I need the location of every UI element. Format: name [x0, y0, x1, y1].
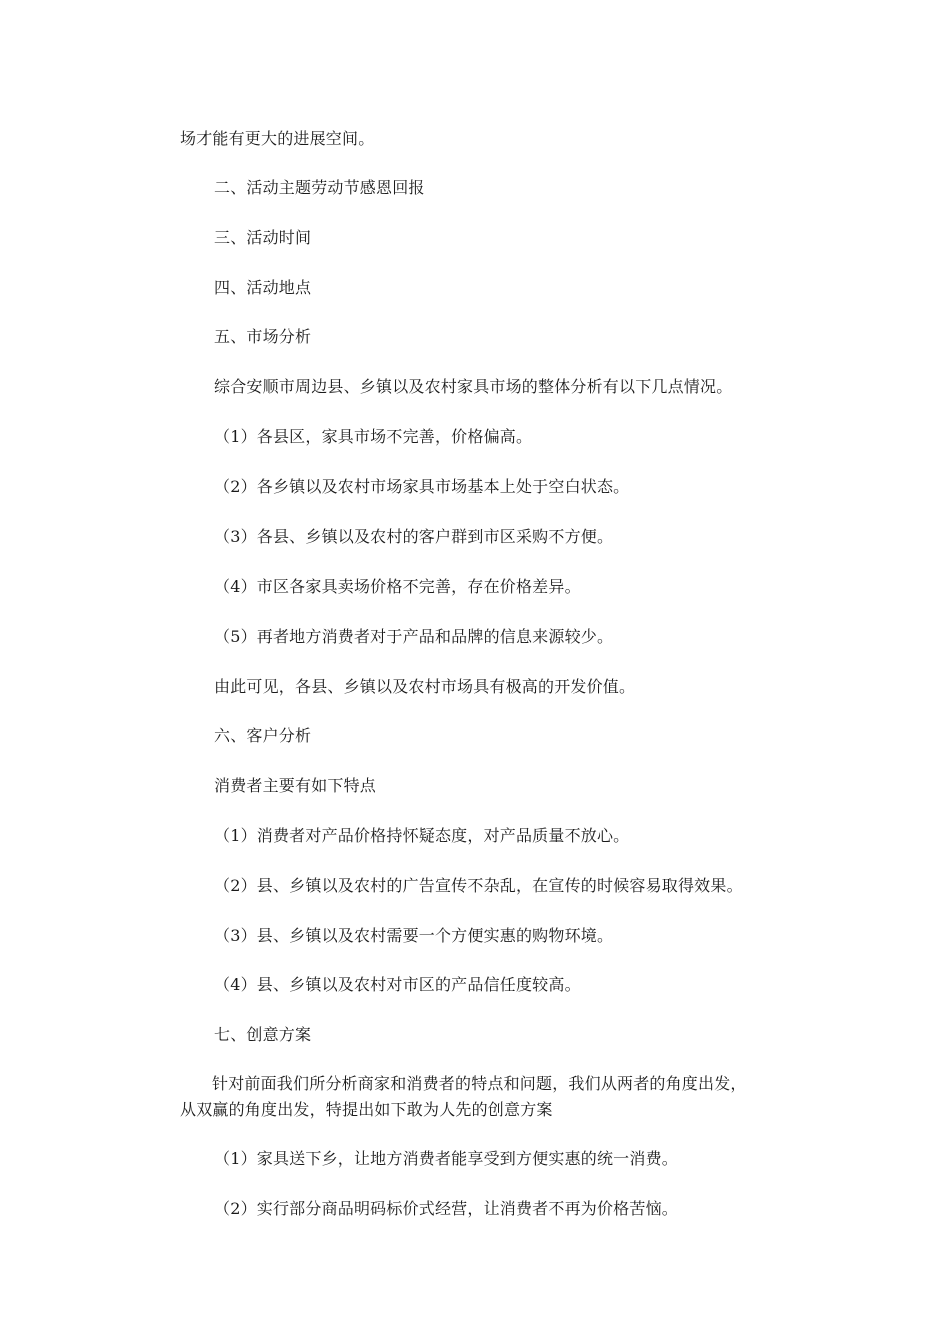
market-point-1: （1）各县区，家具市场不完善，价格偏高。: [214, 427, 533, 446]
creative-plan-paragraph-line-2: 从双赢的角度出发，特提出如下敢为人先的创意方案: [180, 1100, 553, 1119]
customer-analysis-intro: 消费者主要有如下特点: [214, 776, 377, 795]
section-heading-time: 三、活动时间: [214, 228, 312, 247]
customer-point-4: （4）县、乡镇以及农村对市区的产品信任度较高。: [214, 975, 581, 994]
creative-point-1: （1）家具送下乡，让地方消费者能享受到方便实惠的统一消费。: [214, 1149, 678, 1168]
market-conclusion: 由此可见，各县、乡镇以及农村市场具有极高的开发价值。: [214, 677, 636, 696]
market-point-5: （5）再者地方消费者对于产品和品牌的信息来源较少。: [214, 627, 614, 646]
creative-plan-paragraph-line-1: 针对前面我们所分析商家和消费者的特点和问题，我们从两者的角度出发，: [212, 1074, 747, 1093]
market-point-2: （2）各乡镇以及农村市场家具市场基本上处于空白状态。: [214, 477, 630, 496]
customer-point-1: （1）消费者对产品价格持怀疑态度，对产品质量不放心。: [214, 826, 630, 845]
creative-point-2: （2）实行部分商品明码标价式经营，让消费者不再为价格苦恼。: [214, 1199, 678, 1218]
section-heading-creative-plan: 七、创意方案: [214, 1025, 312, 1044]
section-heading-theme: 二、活动主题劳动节感恩回报: [214, 178, 425, 197]
section-heading-market-analysis: 五、市场分析: [214, 327, 312, 346]
paragraph-continuation: 场才能有更大的进展空间。: [180, 129, 375, 148]
market-point-3: （3）各县、乡镇以及农村的客户群到市区采购不方便。: [214, 527, 614, 546]
creative-plan-paragraph: [180, 1071, 780, 1123]
customer-point-2: （2）县、乡镇以及农村的广告宣传不杂乱，在宣传的时候容易取得效果。: [214, 876, 743, 895]
market-point-4: （4）市区各家具卖场价格不完善，存在价格差异。: [214, 577, 581, 596]
section-heading-customer-analysis: 六、客户分析: [214, 726, 312, 745]
customer-point-3: （3）县、乡镇以及农村需要一个方便实惠的购物环境。: [214, 926, 614, 945]
section-heading-location: 四、活动地点: [214, 278, 312, 297]
market-analysis-intro: 综合安顺市周边县、乡镇以及农村家具市场的整体分析有以下几点情况。: [214, 377, 733, 396]
